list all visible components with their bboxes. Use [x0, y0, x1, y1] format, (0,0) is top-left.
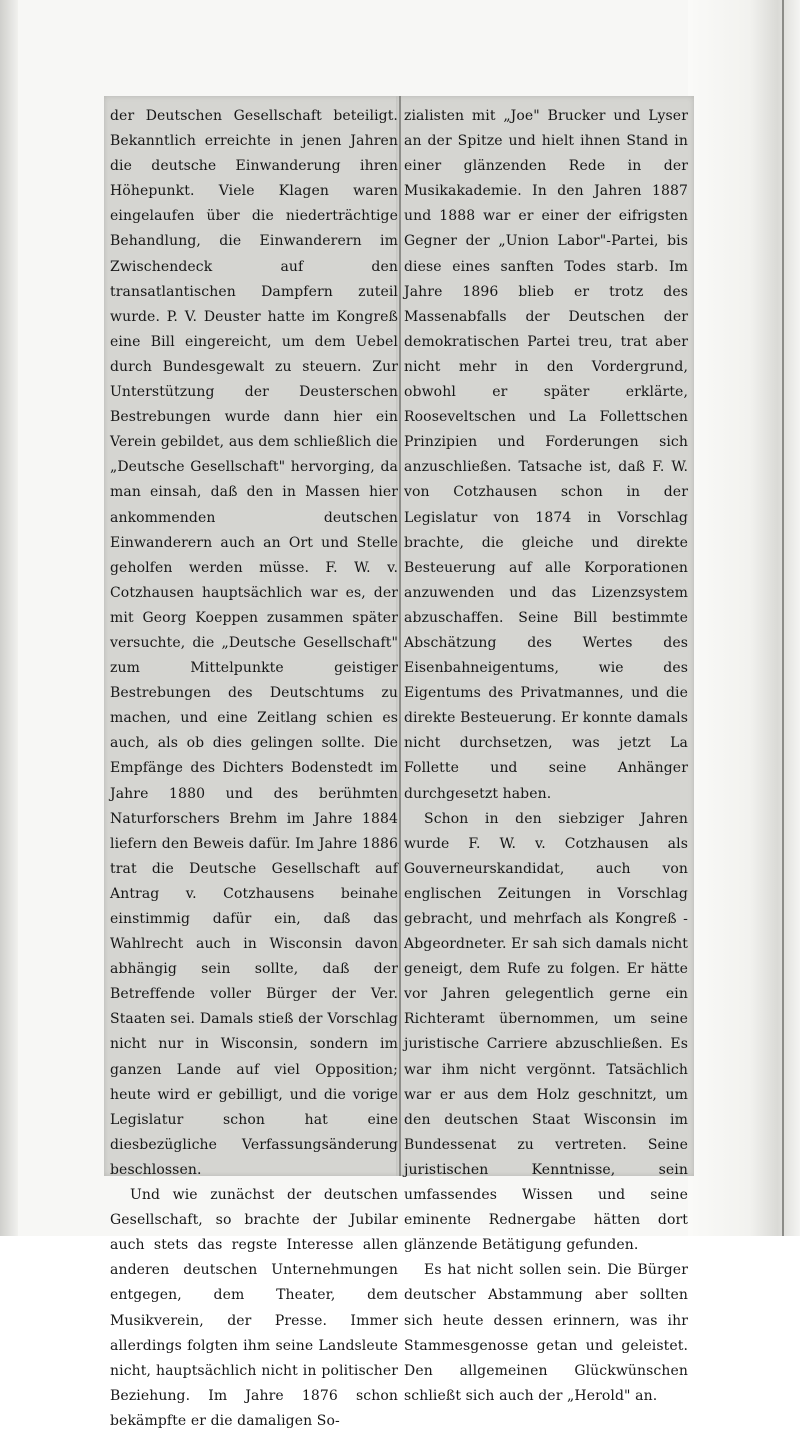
paragraph: Es hat nicht sollen sein. Die Bürger deutscher Abstammung aber sollten sich heute dessen erinnern, was ihr Stammesgenosse getan und geleistet. Den allgemeinen Glückwünschen schließt sich auch der „Herold" an. [404, 1262, 688, 1404]
article-column-left [110, 104, 398, 1434]
binding-shadow [0, 0, 18, 1236]
paragraph: Schon in den siebziger Jahren wurde F. W. v. Cotzhausen als Gouverneurskandidat, auch von englischen Zeitungen in Vorschlag gebracht, und mehrfach als Kongreß - Abgeordneter. Er sah sich damals nicht geneigt, dem Rufe zu folgen. Er hätte vor Jahren gelegentlich gerne ein Richteramt übernommen, um seine juristische Carriere abzuschließen. Es war ihm nicht vergönnt. Tatsächlich war er aus dem Holz geschnitzt, um den deutschen Staat Wisconsin im Bundessenat zu vertreten. Seine juristischen Kenntnisse, sein umfassendes Wissen und seine eminente Rednergabe hätten dort glänzende Betätigung gefunden. [404, 810, 688, 1254]
column-divider [399, 96, 401, 1176]
page-edge-line [782, 0, 784, 1236]
article-column-right [404, 104, 688, 1409]
paragraph: Und wie zunächst der deutschen Gesellschaft, so brachte der Jubilar auch stets das regste Interesse allen anderen deutschen Unternehmungen entgegen, dem Theater, dem Musikverein, der Presse. Immer allerdings folgten ihm seine Landsleute nicht, hauptsächlich nicht in politischer Beziehung. Im Jahre 1876 schon bekämpfte er die damaligen So- [110, 1187, 398, 1429]
paragraph: zialisten mit „Joe" Brucker und Lyser an der Spitze und hielt ihnen Stand in einer glänzenden Rede in der Musikakademie. In den Jahren 1887 und 1888 war er einer der eifrigsten Gegner der „Union Labor"-Partei, bis diese eines sanften Todes starb. Im Jahre 1896 blieb er trotz des Massenabfalls der Deutschen der demokratischen Partei treu, trat aber nicht mehr in den Vordergrund, obwohl er später erklärte, Rooseveltschen und La Follettschen Prinzipien und Forderungen sich anzuschließen. Tatsache ist, daß F. W. von Cotzhausen schon in der Legislatur von 1874 in Vorschlag brachte, die gleiche und direkte Besteuerung auf alle Korporationen anzuwenden und das Lizenzsystem abzuschaffen. Seine Bill bestimmte Abschätzung des Wertes des Eisenbahneigentums, wie des Eigentums des Privatmannes, und die direkte Besteuerung. Er konnte damals nicht durchsetzen, was jetzt La Follette und seine Anhänger durchgesetzt haben. [404, 108, 688, 802]
paragraph: der Deutschen Gesellschaft beteiligt. Bekanntlich erreichte in jenen Jahren die deutsche Einwanderung ihren Höhepunkt. Viele Klagen waren eingelaufen über die niederträchtige Behandlung, die Einwanderern im Zwischendeck auf den transatlantischen Dampfern zuteil wurde. P. V. Deuster hatte im Kongreß eine Bill eingereicht, um dem Uebel durch Bundesgewalt zu steuern. Zur Unterstützung der Deusterschen Bestrebungen wurde dann hier ein Verein gebildet, aus dem schließlich die „Deutsche Gesellschaft" hervorging, da man einsah, daß den in Massen hier ankommenden deutschen Einwanderern auch an Ort und Stelle geholfen werden müsse. F. W. v. Cotzhausen hauptsächlich war es, der mit Georg Koeppen zusammen später versuchte, die „Deutsche Gesellschaft" zum Mittelpunkte geistiger Bestrebungen des Deutschtums zu machen, und eine Zeitlang schien es auch, als ob dies gelingen sollte. Die Empfänge des Dichters Bodenstedt im Jahre 1880 und des berühmten Naturforschers Brehm im Jahre 1884 liefern den Beweis dafür. Im Jahre 1886 trat die Deutsche Gesellschaft auf Antrag v. Cotzhausens beinahe einstimmig dafür ein, daß das Wahlrecht auch in Wisconsin davon abhängig sein sollte, daß der Betreffende voller Bürger der Ver. Staaten sei. Damals stieß der Vorschlag nicht nur in Wisconsin, sondern im ganzen Lande auf viel Opposition; heute wird er gebilligt, und die vorige Legislatur schon hat eine diesbezügliche Verfassungsänderung beschlossen. [110, 108, 398, 1178]
